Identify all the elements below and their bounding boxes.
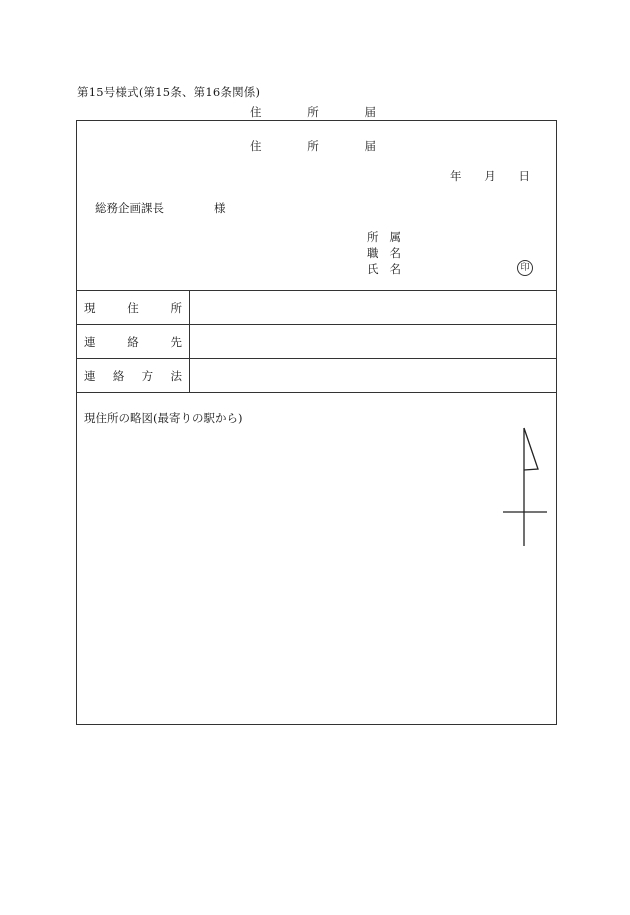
row-label-contact-method bbox=[84, 368, 182, 384]
row-divider bbox=[77, 324, 556, 325]
label-char: 属 bbox=[389, 230, 401, 244]
label-char: 絡 bbox=[127, 335, 139, 349]
label-char: 所 bbox=[170, 301, 182, 315]
seal-mark: 印 bbox=[517, 260, 533, 276]
job-title-label bbox=[367, 245, 401, 261]
section-divider bbox=[77, 290, 556, 291]
label-char: 名 bbox=[389, 246, 401, 260]
title-char: 住 bbox=[250, 105, 262, 119]
label-char: 連 bbox=[84, 369, 96, 383]
label-char: 氏 bbox=[367, 262, 379, 276]
name-label bbox=[367, 261, 401, 277]
column-divider bbox=[189, 290, 190, 392]
title-char: 届 bbox=[364, 105, 376, 119]
date-year-char: 年 bbox=[450, 169, 462, 183]
label-char: 連 bbox=[84, 335, 96, 349]
label-char: 方 bbox=[141, 369, 154, 383]
row-divider bbox=[77, 392, 556, 393]
label-char: 法 bbox=[170, 369, 182, 383]
label-char: 名 bbox=[389, 262, 401, 276]
label-char: 住 bbox=[127, 301, 139, 315]
title-char: 所 bbox=[307, 139, 319, 153]
date-month-char: 月 bbox=[484, 169, 496, 183]
label-char: 絡 bbox=[112, 369, 125, 383]
inner-title bbox=[250, 138, 376, 154]
form-number-label: 第15号様式(第15条、第16条関係) bbox=[77, 85, 261, 99]
row-label-current-address bbox=[84, 300, 182, 316]
title-char: 所 bbox=[307, 105, 319, 119]
label-char: 先 bbox=[170, 335, 182, 349]
label-char: 現 bbox=[84, 301, 96, 315]
row-divider bbox=[77, 358, 556, 359]
addressee: 総務企画課長 bbox=[95, 201, 164, 215]
north-arrow-icon bbox=[501, 424, 551, 550]
affiliation-label bbox=[367, 229, 401, 245]
map-section-label: 現住所の略図(最寄りの駅から) bbox=[84, 411, 243, 425]
document-title bbox=[250, 104, 376, 120]
label-char: 所 bbox=[367, 230, 379, 244]
title-char: 住 bbox=[250, 139, 262, 153]
title-char: 届 bbox=[364, 139, 376, 153]
honorific: 様 bbox=[214, 201, 226, 215]
date-day-char: 日 bbox=[518, 169, 530, 183]
label-char: 職 bbox=[367, 246, 379, 260]
date-fields bbox=[450, 168, 530, 184]
form-frame bbox=[76, 120, 557, 725]
row-label-contact bbox=[84, 334, 182, 350]
